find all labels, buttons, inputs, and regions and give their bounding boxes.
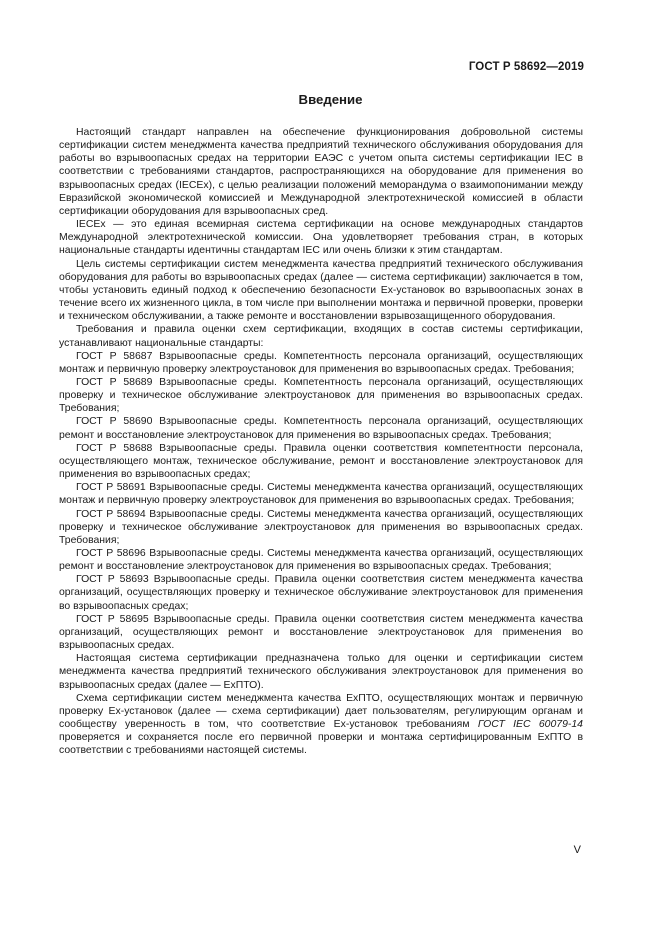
standard-list-item: ГОСТ Р 58696 Взрывоопасные среды. Системы менеджмента качества организаций, осуществляющих ремонт и восстановление электроустановок для применения во взрывоопасных средах. Требования;: [59, 548, 583, 573]
standard-list-item: ГОСТ Р 58691 Взрывоопасные среды. Системы менеджмента качества организаций, осуществляющих монтаж и первичную проверку электроустановок для применения во взрывоопасных средах. Требования;: [59, 482, 583, 507]
paragraph: Цель системы сертификации систем менеджмента качества предприятий технического обслуживания оборудования для работы во взрывоопасных средах (далее — система сертификации) заключается в том, чтобы установить единый подход к обеспечению безопасности Ex-установок во взрывоопасных зонах в течение всего их жизненного цикла, в том числе при выполнении монтажа и первичной проверки, проверки и техническом обслуживании, а также ремонте и восстановлении взрывозащищенного оборудования.: [59, 258, 583, 323]
standard-list-item: ГОСТ Р 58693 Взрывоопасные среды. Правила оценки соответствия систем менеджмента качества организаций, осуществляющих проверку и техническое обслуживание электроустановок для применения во взрывоопасных средах;: [59, 574, 583, 612]
paragraph: Требования и правила оценки схем сертификации, входящих в состав системы сертификации, устанавливают национальные стандарты:: [59, 324, 583, 349]
paragraph-text: Схема сертификации систем менеджмента качества ЕхПТО, осуществляющих монтаж и первичную проверку Ex-установок (далее — схема сертификации) дает пользователям, регулирующим органам и сообществу уверенность в том, что соответствие Ex-установок требованиям: [59, 692, 583, 731]
paragraph-final: [59, 692, 583, 758]
page-number: V: [573, 844, 581, 856]
standard-list-item: ГОСТ Р 58687 Взрывоопасные среды. Компетентность персонала организаций, осуществляющих монтаж и первичную проверку электроустановок для применения во взрывоопасных средах. Требования;: [59, 350, 583, 375]
standard-list-item: ГОСТ Р 58688 Взрывоопасные среды. Правила оценки соответствия компетентности персонала, осуществляющего монтаж, техническое обслуживание, ремонт и восстановление электроустановок для применения во взрывоопасных средах;: [59, 442, 583, 481]
paragraph-text: проверяется и сохраняется после его первичной проверки и монтажа сертифицированным ЕхПТО в соответствии с требованиями настоящей системы.: [59, 732, 583, 757]
body-text: [59, 126, 583, 758]
standard-reference-italic: ГОСТ IEC 60079-14: [477, 719, 583, 731]
standard-list-item: ГОСТ Р 58689 Взрывоопасные среды. Компетентность персонала организаций, осуществляющих проверку и техническое обслуживание электроустановок для применения во взрывоопасных средах. Требования;: [59, 376, 583, 415]
document-code: ГОСТ Р 58692—2019: [468, 61, 584, 73]
standard-list-item: ГОСТ Р 58695 Взрывоопасные среды. Правила оценки соответствия систем менеджмента качества организаций, осуществляющих ремонт и восстановление электроустановок для применения во взрывоопасных средах.: [59, 613, 583, 652]
paragraph: Настоящий стандарт направлен на обеспечение функционирования добровольной системы сертификации систем менеджмента качества предприятий технического обслуживания оборудования для работы во взрывоопасных средах на территории ЕАЭС с учетом опыта системы сертификации IEC в соответствии с требованиями стандартов, распространяющихся на оборудование для применения во взрывоопасных средах (IECEx), с целью реализации положений меморандума о взаимопонимании между Евразийской экономической комиссией и Международной электротехнической комиссией в области сертификации оборудования для взрывоопасных сред.: [59, 127, 583, 217]
standard-list-item: ГОСТ Р 58690 Взрывоопасные среды. Компетентность персонала организаций, осуществляющих ремонт и восстановление электроустановок для применения во взрывоопасных средах. Требования;: [59, 416, 583, 441]
standard-list-item: ГОСТ Р 58694 Взрывоопасные среды. Системы менеджмента качества организаций, осуществляющих проверку и техническое обслуживание электроустановок для применения во взрывоопасных средах. Требования;: [59, 508, 583, 546]
paragraph: Настоящая система сертификации предназначена только для оценки и сертификации систем менеджмента качества предприятий технического обслуживания электроустановок для применения во взрывоопасных средах (далее — ЕхПТО).: [59, 653, 583, 691]
paragraph: IECEx — это единая всемирная система сертификации на основе международных стандартов Международной электротехнической комиссии. Она удовлетворяет требования стран, в которых национальные стандарты идентичны стандартам IEC или очень близки к этим стандартам.: [59, 219, 583, 257]
section-title: Введение: [298, 92, 363, 107]
